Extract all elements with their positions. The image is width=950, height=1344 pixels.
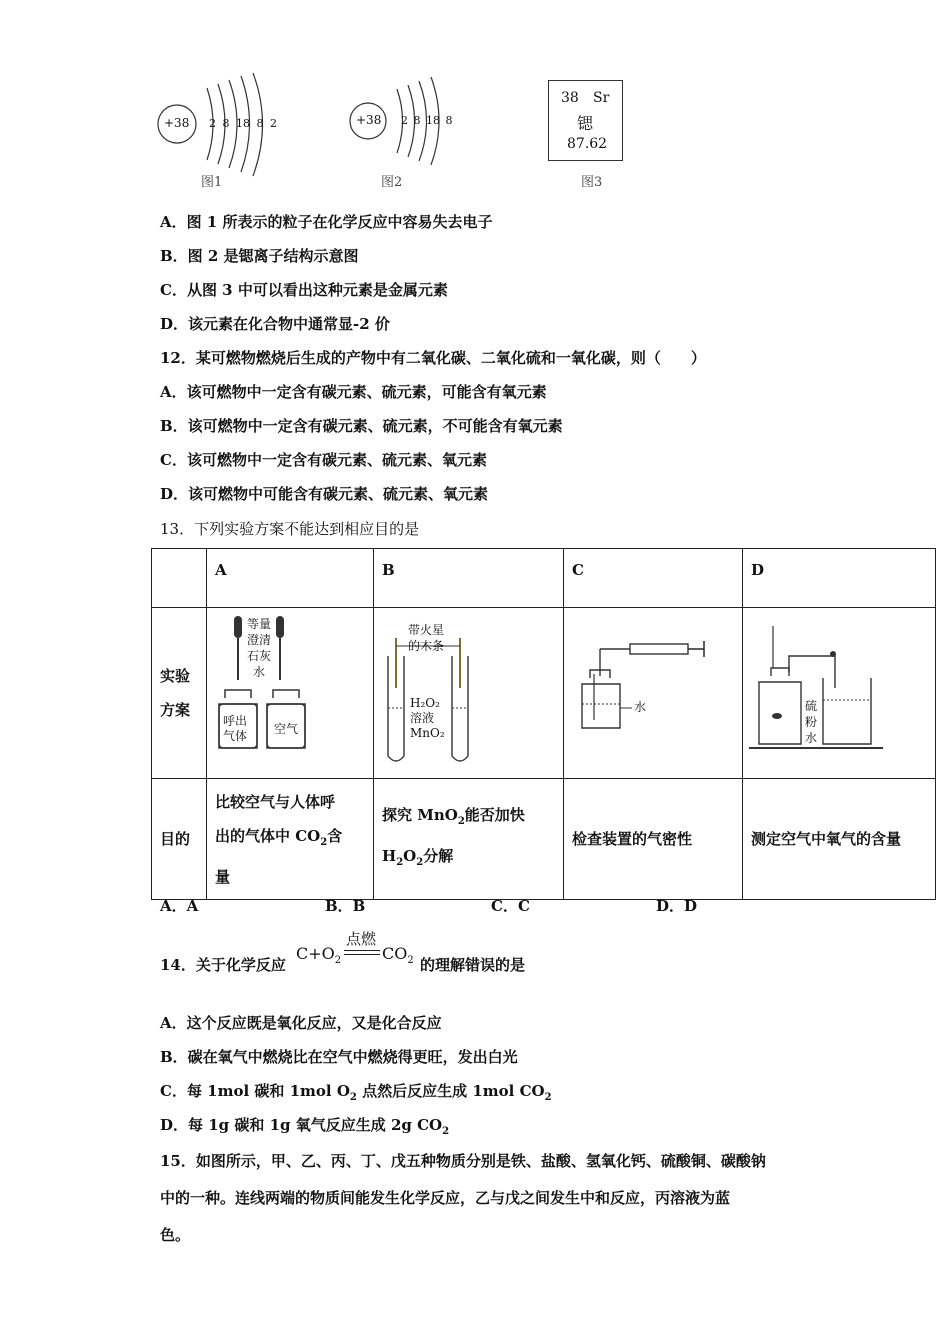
atom-structure-figure-2 bbox=[348, 75, 458, 195]
q14-c-part2: 点然后反应生成 1mol CO bbox=[356, 1082, 545, 1100]
apparatus-b bbox=[374, 608, 564, 779]
d-label-line3: 水 bbox=[805, 731, 818, 745]
a-label-line3: 石灰 bbox=[247, 649, 272, 663]
purpose-a-line2: 出的气体中 CO bbox=[215, 826, 321, 845]
q14-c-sub1: 2 bbox=[349, 1092, 357, 1103]
col-header-d: D bbox=[743, 549, 936, 608]
eq-right: CO bbox=[382, 944, 408, 963]
a-label-line2: 澄清 bbox=[247, 633, 272, 647]
purpose-a-line2-end: 含 bbox=[327, 826, 343, 845]
element-number: 38 bbox=[561, 90, 579, 106]
row-label-scheme bbox=[152, 608, 207, 779]
c-water-label: 水 bbox=[634, 700, 647, 714]
q14-c-part1: C．每 1mol 碳和 1mol O bbox=[160, 1082, 350, 1100]
col-header-b: B bbox=[374, 549, 564, 608]
eq-right-sub: 2 bbox=[407, 955, 414, 967]
a-bottle1-line2: 气体 bbox=[223, 729, 248, 743]
q13-option-c: C．C bbox=[491, 897, 530, 915]
eq-left-sub: 2 bbox=[334, 955, 342, 967]
purpose-a-sub: 2 bbox=[320, 836, 328, 848]
purpose-b-h: H bbox=[382, 847, 397, 865]
q13-option-d: D．D bbox=[656, 897, 698, 915]
q11-option-d: D．该元素在化合物中通常显-2 价 bbox=[160, 315, 390, 333]
q13-stem: 13．下列实验方案不能达到相应目的是 bbox=[160, 520, 420, 538]
q13-experiment-table bbox=[151, 548, 936, 900]
a-label-line4: 水 bbox=[253, 665, 266, 679]
element-symbol: Sr bbox=[593, 90, 610, 106]
purpose-b bbox=[374, 779, 564, 900]
purpose-a-line3: 量 bbox=[215, 867, 231, 886]
fig2-nucleus: +38 bbox=[356, 113, 382, 127]
q14-d-part1: D．每 1g 碳和 1g 氧气反应生成 2g CO bbox=[160, 1116, 443, 1134]
a-bottle2-label: 空气 bbox=[274, 722, 299, 736]
col-header-c: C bbox=[564, 549, 743, 608]
q14-option-b: B．碳在氧气中燃烧比在空气中燃烧得更旺，发出白光 bbox=[160, 1048, 518, 1066]
q15-line3: 色。 bbox=[160, 1226, 191, 1244]
apparatus-a bbox=[207, 608, 374, 779]
purpose-a-line1: 比较空气与人体呼 bbox=[215, 792, 336, 811]
q14-option-c bbox=[160, 1080, 552, 1103]
q12-stem: 12．某可燃物燃烧后生成的产物中有二氧化碳、二氧化硫和一氧化碳，则（ ） bbox=[160, 349, 706, 367]
col-header-a: A bbox=[207, 549, 374, 608]
eq-left: C+O bbox=[296, 944, 335, 963]
row-label-purpose: 目的 bbox=[152, 779, 207, 900]
purpose-b-sub1: 2 bbox=[457, 816, 465, 827]
element-mass: 87.62 bbox=[567, 136, 608, 152]
q14-option-a: A．这个反应既是氧化反应，又是化合反应 bbox=[160, 1014, 442, 1032]
purpose-b-line1: 探究 MnO bbox=[382, 806, 458, 824]
q14-d-sub: 2 bbox=[442, 1126, 450, 1137]
element-card-strontium bbox=[548, 80, 623, 161]
q14-stem-start: 14．关于化学反应 bbox=[160, 956, 286, 974]
element-name: 锶 bbox=[577, 114, 594, 133]
eq-equals-bottom bbox=[344, 954, 380, 955]
row-label-scheme-line1: 实验 bbox=[160, 667, 191, 685]
b-mno2-label: MnO₂ bbox=[410, 726, 445, 740]
purpose-b-line2-end: 分解 bbox=[423, 847, 454, 865]
b-h2o2-label: H₂O₂ bbox=[410, 696, 440, 710]
purpose-b-line1-end: 能否加快 bbox=[464, 806, 525, 824]
q14-stem-end: 的理解错误的是 bbox=[420, 956, 526, 974]
a-label-line1: 等量 bbox=[247, 617, 272, 631]
d-label-line1: 硫 bbox=[805, 699, 818, 713]
purpose-b-o: O bbox=[403, 847, 417, 865]
b-splint-line1: 带火星 bbox=[408, 623, 445, 637]
purpose-c: 检查装置的气密性 bbox=[564, 779, 743, 900]
q11-option-b: B．图 2 是锶离子结构示意图 bbox=[160, 247, 359, 265]
purpose-b-sub2: 2 bbox=[396, 857, 404, 868]
row-label-scheme-line2: 方案 bbox=[160, 701, 191, 719]
fig1-nucleus: +38 bbox=[164, 116, 190, 130]
q15-line2: 中的一种。连线两端的物质间能发生化学反应，乙与戊之间发生中和反应，丙溶液为蓝 bbox=[160, 1189, 731, 1207]
q15-line1: 15．如图所示，甲、乙、丙、丁、戊五种物质分别是铁、盐酸、氢氧化钙、硫酸铜、碳酸钠 bbox=[160, 1152, 766, 1170]
q14-equation bbox=[296, 928, 418, 970]
purpose-a bbox=[207, 779, 374, 900]
b-splint-line2: 的木条 bbox=[408, 639, 445, 653]
q12-option-a: A．该可燃物中一定含有碳元素、硫元素，可能含有氧元素 bbox=[160, 383, 547, 401]
q11-option-a: A．图 1 所表示的粒子在化学反应中容易失去电子 bbox=[160, 213, 493, 231]
q12-option-c: C．该可燃物中一定含有碳元素、硫元素、氧元素 bbox=[160, 451, 487, 469]
eq-equals-top bbox=[344, 950, 380, 951]
d-label-line2: 粉 bbox=[805, 715, 818, 729]
b-solution-label: 溶液 bbox=[410, 711, 435, 725]
q13-option-b: B．B bbox=[325, 897, 366, 915]
eq-condition: 点燃 bbox=[346, 930, 377, 948]
q14-option-d bbox=[160, 1114, 449, 1137]
q11-option-c: C．从图 3 中可以看出这种元素是金属元素 bbox=[160, 281, 448, 299]
fig3-caption: 图3 bbox=[581, 175, 603, 190]
q14-c-sub2: 2 bbox=[544, 1092, 552, 1103]
a-bottle1-line1: 呼出 bbox=[223, 714, 248, 728]
fig2-caption: 图2 bbox=[381, 175, 403, 190]
q12-option-d: D．该可燃物中可能含有碳元素、硫元素、氧元素 bbox=[160, 485, 489, 503]
fig2-shells: 2 8 18 8 bbox=[401, 114, 453, 127]
fig1-caption: 图1 bbox=[201, 175, 223, 190]
purpose-d: 测定空气中氧气的含量 bbox=[743, 779, 936, 900]
apparatus-c bbox=[564, 608, 743, 779]
purpose-b-sub3: 2 bbox=[416, 857, 424, 868]
q13-option-a: A．A bbox=[160, 897, 199, 915]
fig1-shells: 2 8 18 8 2 bbox=[209, 117, 277, 130]
q12-option-b: B．该可燃物中一定含有碳元素、硫元素，不可能含有氧元素 bbox=[160, 417, 563, 435]
table-corner bbox=[152, 549, 207, 608]
apparatus-d bbox=[743, 608, 936, 779]
